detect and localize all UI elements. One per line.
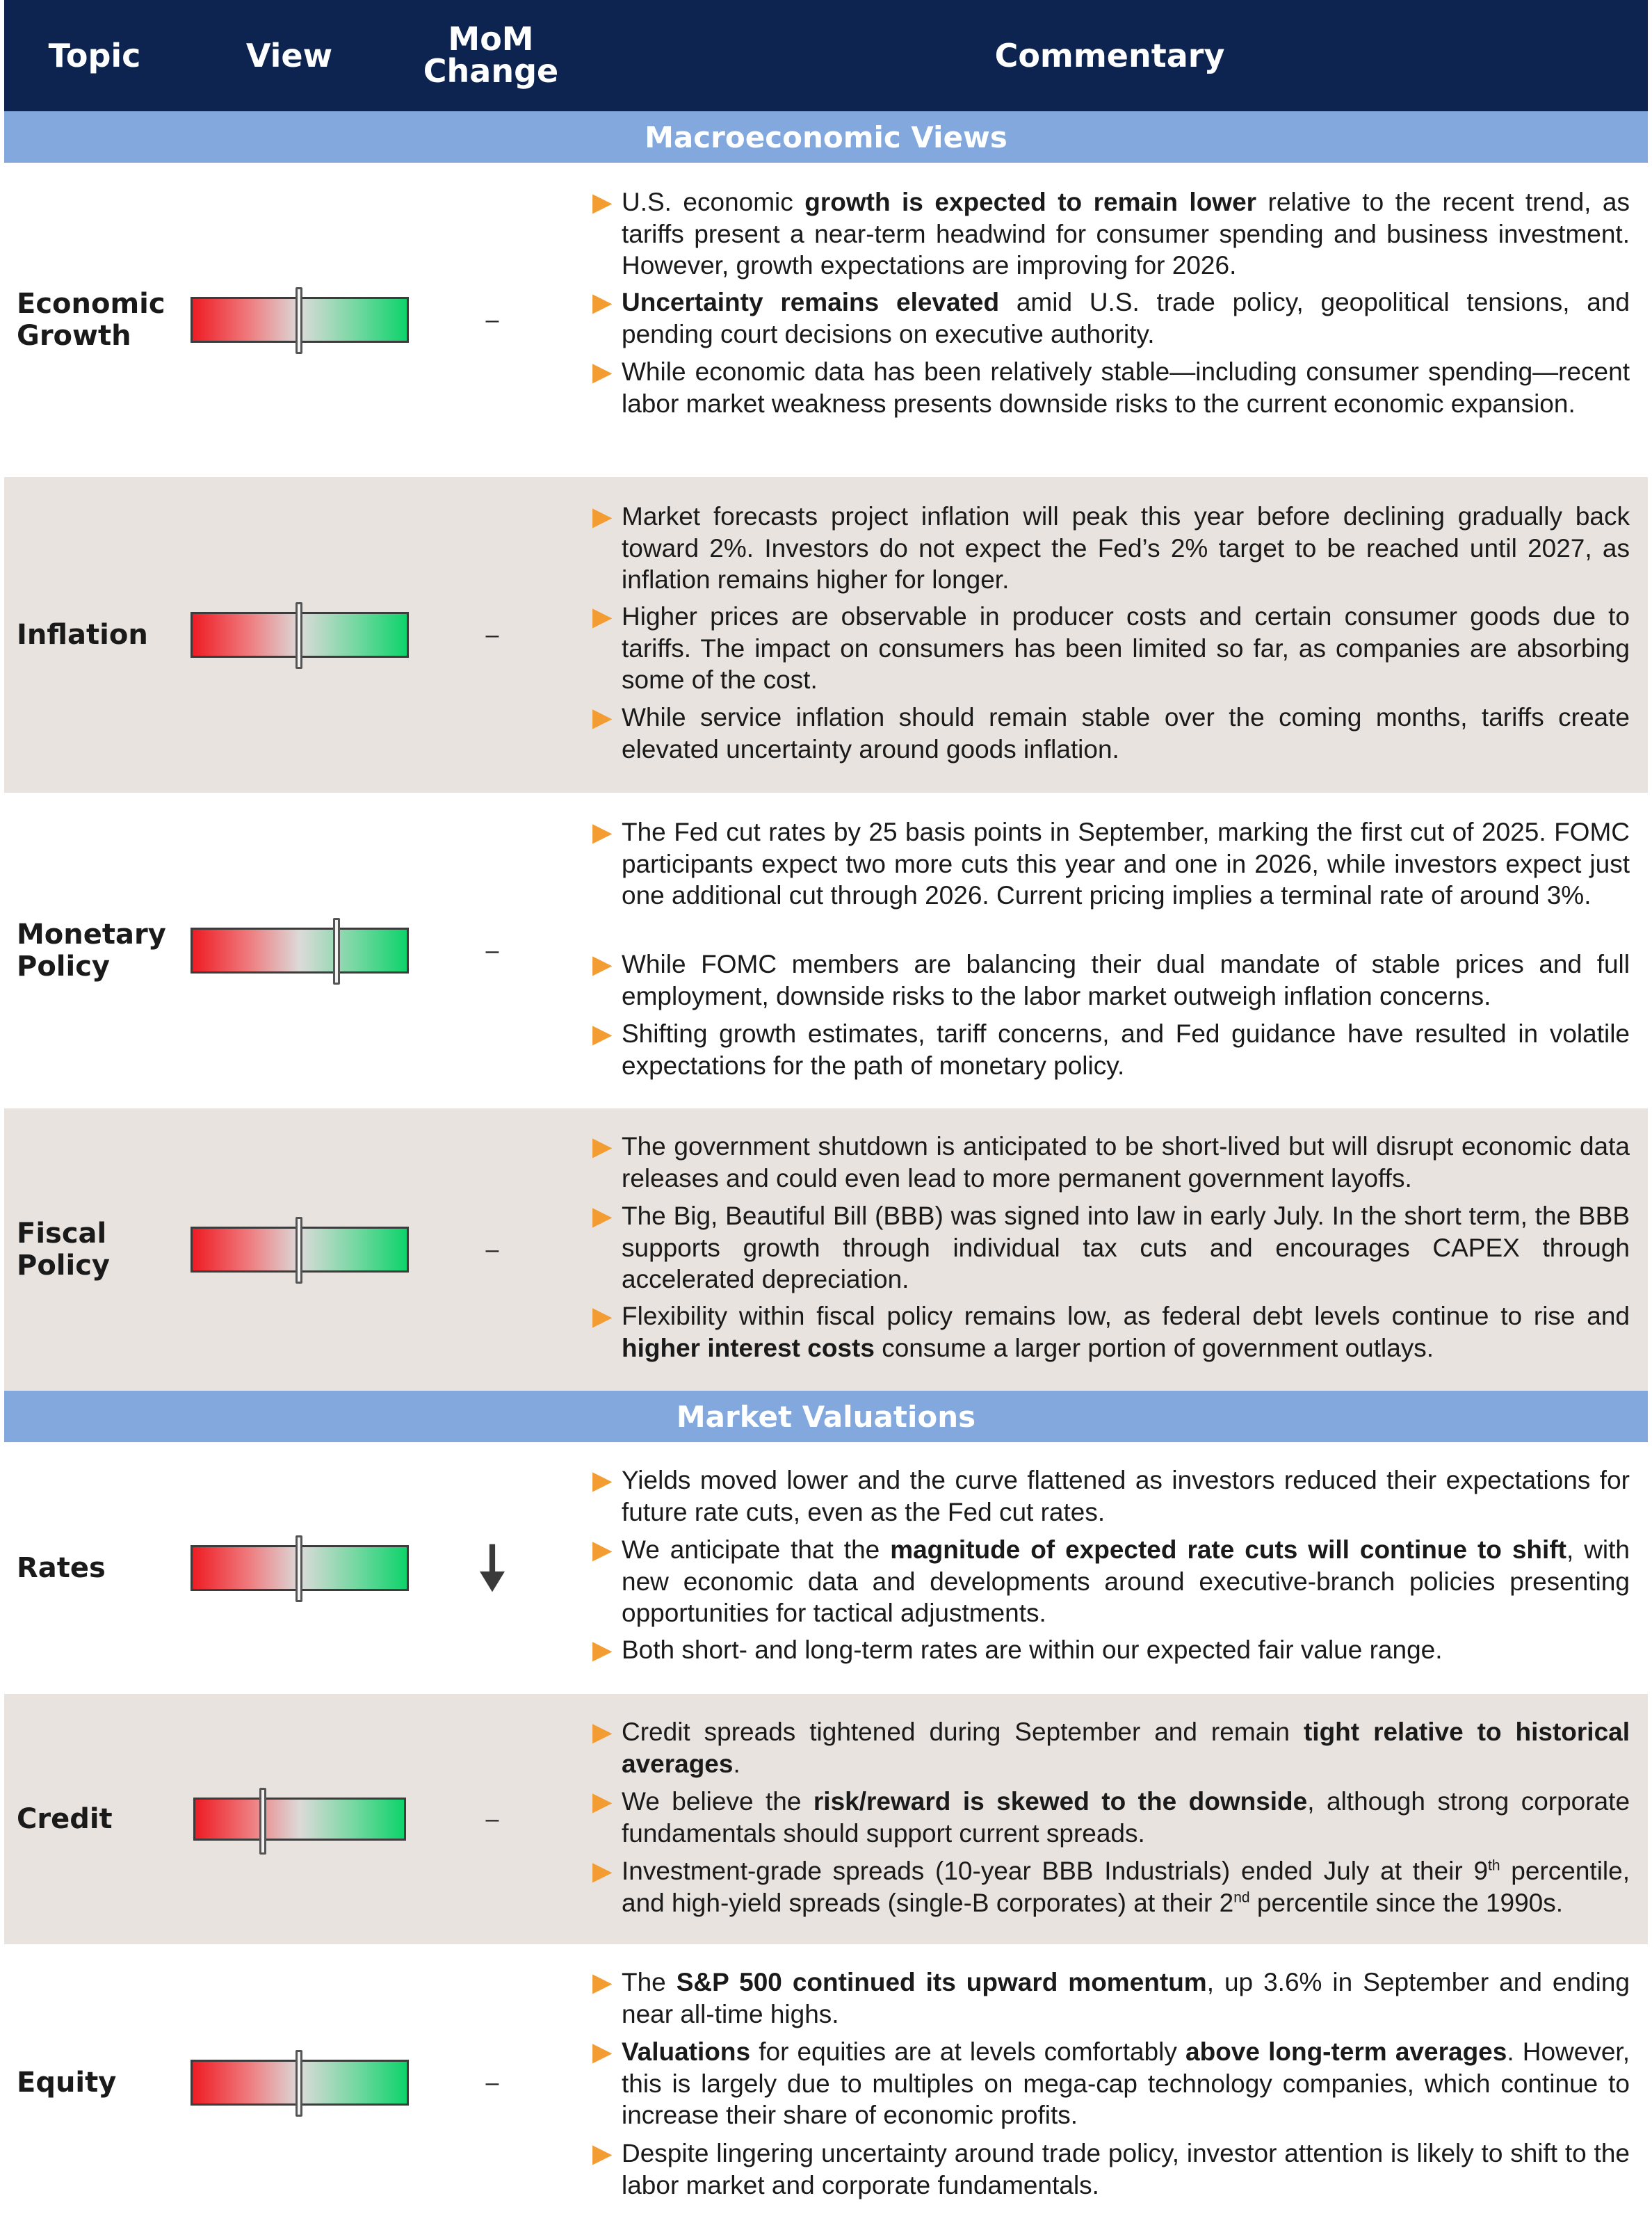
commentary: [4, 793, 1648, 1108]
bullet-arrow-icon: ▶: [592, 1302, 613, 1330]
row-inflation: [4, 477, 1648, 793]
commentary: [4, 1442, 1648, 1694]
commentary-bullet-1: The Fed cut rates by 25 basis points in September, marking the first cut of 2025. FOMC participants expect two more cuts this year and one in 2026, while investors expect just one additional cut through 2026. Current pricing implies a terminal rate of around 3%.: [622, 818, 1630, 910]
bullet-arrow-icon: ▶: [592, 703, 613, 732]
bullet-arrow-icon: ▶: [592, 357, 613, 386]
commentary: [4, 1944, 1648, 2221]
header-view: View: [245, 37, 333, 74]
row-credit: [4, 1694, 1648, 1944]
bullet-arrow-icon: ▶: [592, 1787, 613, 1816]
bullet-arrow-icon: ▶: [592, 602, 613, 631]
bullet-arrow-icon: ▶: [592, 1535, 613, 1564]
mom-change: –: [485, 1236, 499, 1263]
topic-label: Equity: [17, 2067, 117, 2099]
commentary-bullet-1: Credit spreads tightened during September and remain tight relative to historical averages.: [622, 1718, 1630, 1778]
bullet-arrow-icon: ▶: [592, 1202, 613, 1230]
bullet-arrow-icon: ▶: [592, 2139, 613, 2167]
bullet-arrow-icon: ▶: [592, 1132, 613, 1161]
table-header: [4, 0, 1648, 111]
bullet-arrow-icon: ▶: [592, 1466, 613, 1494]
topic-line2: Growth: [17, 320, 131, 352]
mom-change: –: [485, 621, 499, 648]
mom-change: –: [485, 2069, 499, 2096]
topic-line1: Economic: [17, 288, 165, 320]
bullet-arrow-icon: ▶: [592, 1718, 613, 1746]
bullet-arrow-icon: ▶: [592, 1857, 613, 1885]
commentary: [4, 1108, 1648, 1391]
commentary-bullet-3: While service inflation should remain stable over the coming months, tariffs create elevated uncertainty around goods inflation.: [622, 703, 1630, 764]
topic-line1: Monetary: [17, 919, 166, 951]
topic-line2: Policy: [17, 951, 111, 983]
commentary-bullet-3: Despite lingering uncertainty around trade policy, investor attention is likely to shift to the labor market and corporate fundamentals.: [622, 2139, 1630, 2199]
commentary-bullet-2: Higher prices are observable in producer costs and certain consumer goods due to tariffs. The impact on consumers has been limited so far, as companies are absorbing some of the cost.: [622, 602, 1630, 694]
section-market-valuations: Market Valuations: [4, 1391, 1648, 1442]
commentary-bullet-1: The S&P 500 continued its upward momentum, up 3.6% in September and ending near all-time highs.: [622, 1968, 1630, 2028]
commentary: [4, 1694, 1648, 1944]
commentary-bullet-1: The government shutdown is anticipated to be short-lived but will disrupt economic data releases and could even lead to more permanent government layoffs.: [622, 1132, 1630, 1193]
section-macroeconomic-views: Macroeconomic Views: [4, 111, 1648, 163]
commentary: [4, 477, 1648, 793]
commentary-bullet-1: Yields moved lower and the curve flattened as investors reduced their expectations for future rate cuts, even as the Fed cut rates.: [622, 1466, 1630, 1526]
row-economic-growth: [4, 163, 1648, 477]
header-mom-line2: Change: [423, 52, 559, 90]
topic-label: Credit: [17, 1803, 113, 1835]
commentary-bullet-3: Flexibility within fiscal policy remains low, as federal debt levels continue to rise and higher interest costs consume a larger portion of government outlays.: [622, 1302, 1630, 1362]
commentary-bullet-1: U.S. economic growth is expected to remain lower relative to the recent trend, as tariffs present a near-term headwind for consumer spending and business investment. However, growth expectations are improving for 2026.: [622, 188, 1630, 280]
row-rates: [4, 1442, 1648, 1694]
commentary-bullet-2: Valuations for equities are at levels comfortably above long-term averages. However, this is largely due to multiples on mega-cap technology companies, which continue to increase their share of economic profits.: [622, 2037, 1630, 2129]
row-monetary-policy: [4, 793, 1648, 1108]
topic-line2: Policy: [17, 1250, 111, 1282]
commentary-bullet-3: Investment-grade spreads (10-year BBB Industrials) ended July at their 9th percentile, and high-yield spreads (single-B corporates) at their 2nd percentile since the 1990s.: [622, 1857, 1630, 1917]
topic-line1: Fiscal: [17, 1218, 107, 1250]
bullet-arrow-icon: ▶: [592, 1636, 613, 1664]
bullet-arrow-icon: ▶: [592, 1019, 613, 1048]
topic-label: Inflation: [17, 619, 148, 651]
topic-label: Rates: [17, 1552, 106, 1584]
header-commentary: Commentary: [994, 37, 1225, 74]
commentary-bullet-2: We believe the risk/reward is skewed to the downside, although strong corporate fundamentals should support current spreads.: [622, 1787, 1630, 1848]
row-equity: [4, 1944, 1648, 2221]
bullet-arrow-icon: ▶: [592, 188, 613, 216]
commentary: [4, 163, 1648, 477]
bullet-arrow-icon: ▶: [592, 1968, 613, 1996]
bullet-arrow-icon: ▶: [592, 288, 613, 316]
commentary-bullet-3: Shifting growth estimates, tariff concerns, and Fed guidance have resulted in volatile expectations for the path of monetary policy.: [622, 1019, 1630, 1080]
mom-change: –: [485, 306, 499, 333]
commentary-bullet-3: Both short- and long-term rates are within our expected fair value range.: [622, 1636, 1443, 1664]
mom-change: –: [485, 937, 499, 964]
commentary-bullet-2: While FOMC members are balancing their dual mandate of stable prices and full employment, downside risks to the labor market outweigh inflation concerns.: [622, 950, 1630, 1010]
mom-change: –: [485, 1805, 499, 1832]
bullet-arrow-icon: ▶: [592, 950, 613, 978]
commentary-bullet-2: The Big, Beautiful Bill (BBB) was signed into law in early July. In the short term, the BBB supports growth through individual tax cuts and encourages CAPEX through accelerated depreciation.: [622, 1202, 1630, 1293]
header-topic: Topic: [48, 37, 141, 74]
commentary-bullet-2: We anticipate that the magnitude of expected rate cuts will continue to shift, with new economic data and developments around executive-branch policies presenting opportunities for tactical adjustments.: [622, 1535, 1630, 1627]
bullet-arrow-icon: ▶: [592, 502, 613, 531]
commentary-bullet-2: Uncertainty remains elevated amid U.S. trade policy, geopolitical tensions, and pending court decisions on executive authority.: [622, 288, 1630, 348]
bullet-arrow-icon: ▶: [592, 818, 613, 846]
bullet-arrow-icon: ▶: [592, 2037, 613, 2066]
header-mom-line1: MoM: [448, 20, 534, 58]
commentary-bullet-1: Market forecasts project inflation will peak this year before declining gradually back toward 2%. Investors do not expect the Fed’s 2% target to be reached until 2027, as inflation remains higher for longer.: [622, 502, 1630, 594]
row-fiscal-policy: [4, 1108, 1648, 1391]
commentary-bullet-3: While economic data has been relatively stable—including consumer spending—recent labor market weakness presents downside risks to the current economic expansion.: [622, 357, 1630, 418]
